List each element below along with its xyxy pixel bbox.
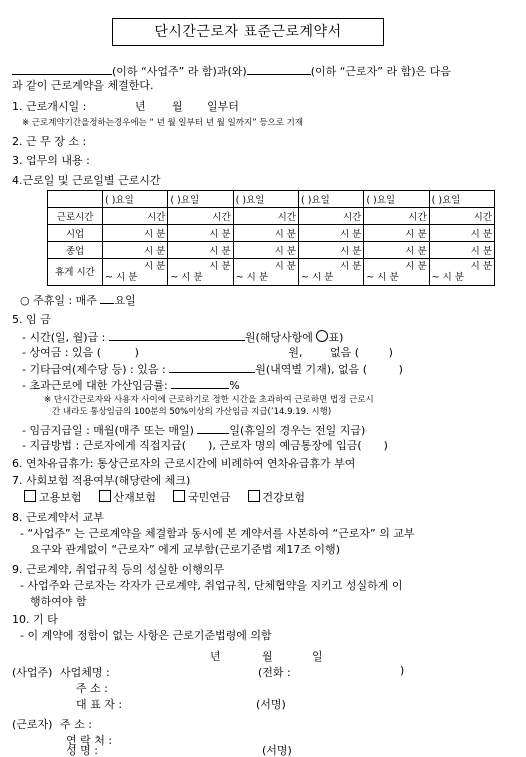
- payment-method-line: [22, 437, 388, 453]
- section-5-label: 5. 임 금: [12, 313, 51, 326]
- allowance-no[interactable]: 원(내역별 기재), 없음 (: [255, 363, 368, 376]
- break-end: ~ 시 분: [235, 272, 269, 283]
- cell[interactable]: 시간: [103, 208, 168, 225]
- row-label-start: 시업: [48, 225, 103, 242]
- overtime-label: - 초과근로에 대한 가산임금률:: [22, 379, 168, 392]
- weekly-holiday: [20, 291, 136, 308]
- section-8-label: 8. 근로계약서 교부: [12, 511, 104, 524]
- intro-line-2: 과 같이 근로계약을 체결한다.: [12, 79, 154, 92]
- cell[interactable]: [364, 259, 429, 286]
- day-header[interactable]: ( )요일: [233, 191, 298, 208]
- cell[interactable]: 시 분: [364, 242, 429, 259]
- cell[interactable]: 시간: [233, 208, 298, 225]
- worker-tag: (근로자): [12, 718, 53, 731]
- worker-address-label: 주 소 :: [60, 718, 92, 731]
- day-header[interactable]: ( )요일: [168, 191, 233, 208]
- break-end: ~ 시 분: [366, 272, 399, 283]
- start-day: 일부터: [207, 100, 239, 113]
- industrial-accident-checkbox[interactable]: [99, 490, 111, 502]
- employer-signature[interactable]: (서명): [256, 698, 286, 711]
- health-insurance-checkbox[interactable]: [248, 490, 260, 502]
- overtime-blank[interactable]: [171, 376, 229, 389]
- section-9-line-2: 행하여야 함: [30, 595, 87, 608]
- cell[interactable]: 시 분: [233, 225, 298, 242]
- overtime-line: [22, 376, 240, 393]
- section-4-label: 4.근로일 및 근로일별 근로시간: [12, 174, 161, 187]
- bonus-no-close: ): [388, 346, 393, 359]
- section-9-line-1: - 사업주와 근로자는 각자가 근로계약, 취업규칙, 단체협약을 지키고 성실하게 이: [20, 579, 403, 592]
- row-label-end: 종업: [48, 242, 103, 259]
- cell[interactable]: 시 분: [429, 225, 494, 242]
- cell[interactable]: 시 분: [168, 225, 233, 242]
- payday-line: [22, 421, 365, 438]
- cell[interactable]: 시 분: [233, 242, 298, 259]
- employment-insurance-checkbox[interactable]: [24, 490, 36, 502]
- employer-rep-label: 대 표 자 :: [76, 698, 123, 711]
- start-month: 월: [172, 100, 183, 113]
- day-header[interactable]: ( )요일: [103, 191, 168, 208]
- document-title: 단시간근로자 표준근로계약서: [112, 18, 384, 46]
- worker-name-blank[interactable]: [247, 62, 311, 75]
- break-end: ~ 시 분: [431, 272, 464, 283]
- contract-day: 일: [312, 650, 323, 663]
- section-6-label: 6. 연차유급휴가: 통상근로자의 근로시간에 비례하여 연차유급휴가 부여: [12, 457, 356, 470]
- payment-bank[interactable]: ), 근로자 명의 예금통장에 입금(: [208, 439, 362, 452]
- section-7-label: 7. 사회보험 적용여부(해당란에 체크): [12, 474, 191, 487]
- section-1-label: 1. 근로개시일 :: [12, 100, 87, 113]
- bonus-no[interactable]: 없음 (: [330, 346, 360, 359]
- section-2-label: 2. 근 무 장 소 :: [12, 135, 87, 148]
- day-header[interactable]: ( )요일: [364, 191, 429, 208]
- break-start: 시 분: [143, 261, 166, 272]
- circle-mark-icon: [316, 330, 328, 342]
- cell[interactable]: 시 분: [103, 242, 168, 259]
- intro-text-a: (이하 “사업주” 라 함)과(와): [112, 65, 247, 78]
- break-start: 시 분: [405, 261, 427, 272]
- bonus-line: [22, 344, 393, 360]
- payment-direct[interactable]: - 지급방법 : 근로자에게 직접지급(: [22, 439, 187, 452]
- overtime-unit: %: [229, 379, 240, 392]
- cell[interactable]: 시 분: [364, 225, 429, 242]
- cell[interactable]: [298, 259, 363, 286]
- payday-label: - 임금지급일 : 매월(매주 또는 매일): [22, 424, 194, 437]
- section-9-label: 9. 근로계약, 취업규칙 등의 성실한 이행의무: [12, 563, 225, 576]
- hourly-wage-label: - 시간(일, 월)급 :: [22, 331, 106, 344]
- allowance-label: - 기타급여(제수당 등) : 있음 :: [22, 363, 166, 376]
- cell[interactable]: 시간: [429, 208, 494, 225]
- worker-signature[interactable]: (서명): [262, 744, 292, 757]
- employer-tag: (사업주): [12, 666, 53, 679]
- worker-name-label: 성 명 :: [66, 744, 98, 757]
- national-pension-label: 국민연금: [188, 491, 231, 504]
- employer-company-label: 사업체명 :: [60, 666, 110, 679]
- cell[interactable]: [103, 259, 168, 286]
- section-10-label: 10. 기 타: [12, 613, 58, 626]
- health-insurance-label: 건강보험: [262, 491, 306, 504]
- section-10-line-1: - 이 계약에 정함이 없는 사항은 근로기준법령에 의함: [20, 629, 272, 642]
- section-8-line-2: 요구와 관계없이 “근로자” 에게 교부함(근로기준법 제17조 이행): [30, 543, 340, 556]
- cell[interactable]: 시 분: [429, 242, 494, 259]
- hourly-wage-unit: 원(해당사항에: [244, 331, 313, 344]
- break-end: ~ 시 분: [300, 272, 334, 283]
- hourly-wage-blank[interactable]: [109, 328, 245, 341]
- cell[interactable]: 시간: [298, 208, 363, 225]
- employer-name-blank[interactable]: [12, 62, 112, 75]
- day-header[interactable]: ( )요일: [429, 191, 494, 208]
- cell[interactable]: [233, 259, 298, 286]
- allowance-line: [22, 360, 403, 377]
- day-header[interactable]: ( )요일: [298, 191, 363, 208]
- worker-contact-label: 연 락 처 :: [66, 734, 113, 747]
- cell[interactable]: 시간: [168, 208, 233, 225]
- cell[interactable]: [429, 259, 494, 286]
- hourly-wage-line: [22, 328, 343, 345]
- bonus-yes-close: ): [134, 346, 139, 359]
- work-hours-table: [47, 190, 495, 286]
- national-pension-checkbox[interactable]: [173, 490, 185, 502]
- start-year: 년: [135, 100, 146, 113]
- contract-year: 년: [210, 650, 221, 663]
- row-label-work-hours: 근로시간: [48, 208, 103, 225]
- cell[interactable]: 시 분: [298, 225, 363, 242]
- employer-phone-close: ): [400, 664, 405, 677]
- allowance-blank[interactable]: [169, 360, 255, 373]
- table-corner: [48, 191, 103, 208]
- break-start: 시 분: [274, 261, 296, 272]
- break-start: 시 분: [209, 261, 231, 272]
- break-end: ~ 시 분: [170, 272, 203, 283]
- break-end: ~ 시 분: [105, 272, 138, 283]
- hourly-wage-suffix: 표): [328, 331, 344, 344]
- employer-address-label: 주 소 :: [76, 682, 108, 695]
- intro-text-b: (이하 “근로자” 라 함)은 다음: [310, 65, 451, 78]
- bonus-unit: 원,: [288, 346, 303, 359]
- cell[interactable]: 시 분: [103, 225, 168, 242]
- section-8-line-1: - “사업주” 는 근로계약을 체결함과 동시에 본 계약서를 사본하여 “근로자” 의 교부: [20, 527, 415, 540]
- cell[interactable]: 시 분: [168, 242, 233, 259]
- bonus-yes[interactable]: - 상여금 : 있음 (: [22, 346, 102, 359]
- break-start: 시 분: [470, 261, 492, 272]
- cell[interactable]: 시간: [364, 208, 429, 225]
- insurance-options: [24, 489, 305, 505]
- payment-close: ): [383, 439, 388, 452]
- contract-month: 월: [262, 650, 273, 663]
- cell[interactable]: 시 분: [298, 242, 363, 259]
- employer-phone-label: (전화 :: [258, 666, 291, 679]
- weekly-holiday-prefix: ○ 주휴일 : 매주: [20, 294, 97, 307]
- weekly-holiday-suffix: 요일: [114, 294, 136, 307]
- table-row: [48, 208, 495, 225]
- table-row: [48, 259, 495, 286]
- allowance-close: ): [398, 363, 403, 376]
- table-row: [48, 191, 495, 208]
- section-3-label: 3. 업무의 내용 :: [12, 154, 90, 167]
- employment-insurance-label: 고용보험: [39, 491, 82, 504]
- cell[interactable]: [168, 259, 233, 286]
- overtime-note-2: 간 내라도 통상임금의 100분의 50%이상의 가산임금 지급(’14.9.19. 시행): [52, 407, 332, 417]
- section-1-note: ※ 근로계약기간을정하는경우에는 “ 년 월 일부터 년 월 일까지” 등으로 기재: [22, 118, 304, 128]
- overtime-note-1: ※ 단시간근로자와 사용자 사이에 근로하기로 정한 시간을 초과하여 근로하면 법정 근로시: [44, 395, 374, 405]
- break-start: 시 분: [339, 261, 362, 272]
- weekly-holiday-blank[interactable]: [100, 291, 114, 304]
- payday-blank[interactable]: [197, 421, 229, 434]
- table-row: [48, 242, 495, 259]
- table-row: [48, 225, 495, 242]
- payday-suffix: 일(휴일의 경우는 전일 지급): [229, 424, 366, 437]
- row-label-break: 휴게 시간: [48, 259, 103, 286]
- industrial-accident-label: 산재보험: [113, 491, 157, 504]
